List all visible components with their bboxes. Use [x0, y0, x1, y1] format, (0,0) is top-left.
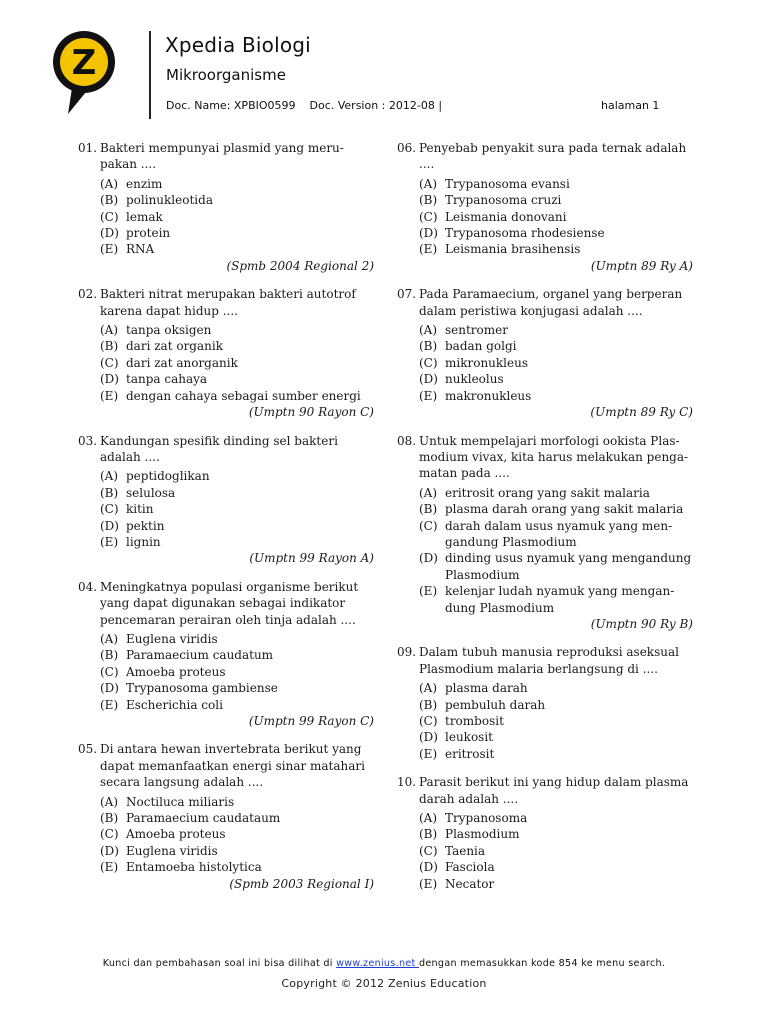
option-letter: (C)	[100, 502, 119, 517]
question-stem	[78, 286, 374, 319]
option-text: Trypanosoma	[445, 811, 528, 826]
answer-option	[419, 371, 693, 387]
option-text: badan golgi	[445, 339, 517, 354]
answer-option	[419, 501, 693, 517]
question-text: Pada Paramaecium, organel yang berperan dalam peristiwa konjugasi adalah ....	[419, 287, 683, 318]
question-source: (Umptn 89 Ry C)	[590, 405, 693, 420]
answer-option	[419, 209, 693, 225]
answer-option	[419, 485, 693, 501]
answer-option	[419, 876, 693, 892]
option-letter: (B)	[419, 697, 438, 712]
answer-option	[419, 550, 693, 583]
option-text: Trypanosoma rhodesiense	[445, 226, 605, 241]
answer-option	[419, 355, 693, 371]
option-letter: (A)	[419, 176, 438, 191]
doc-subtitle: Mikroorganisme	[166, 66, 286, 84]
option-text: RNA	[126, 242, 155, 257]
question-text: Di antara hewan invertebrata berikut yang dapat memanfaatkan energi sinar matahari secara langsung adalah ....	[100, 742, 365, 790]
option-text: lemak	[126, 209, 163, 224]
option-letter: (E)	[100, 534, 119, 549]
answer-option	[100, 388, 374, 404]
zenius-link[interactable]: www.zenius.net	[336, 958, 419, 969]
option-text: mikronukleus	[445, 355, 529, 370]
option-text: Trypanosoma gambiense	[126, 681, 278, 696]
answer-option	[100, 631, 374, 647]
header-divider	[149, 31, 151, 119]
answer-option	[100, 501, 374, 517]
option-letter: (D)	[419, 551, 438, 566]
question-stem	[397, 774, 693, 807]
question-source: (Spmb 2004 Regional 2)	[226, 258, 374, 273]
option-text: Amoeba proteus	[126, 664, 226, 679]
option-text: trombosit	[445, 714, 504, 728]
question-item	[78, 579, 374, 730]
option-text: plasma darah orang yang sakit malaria	[445, 502, 684, 517]
option-text: Entamoeba histolytica	[126, 860, 262, 875]
option-letter: (C)	[100, 209, 119, 224]
question-stem	[397, 286, 693, 319]
option-letter: (D)	[419, 372, 438, 387]
option-text: Paramaecium caudatum	[126, 648, 274, 663]
answer-option	[100, 192, 374, 208]
footer-note	[0, 958, 768, 969]
option-text: Plasmodium	[445, 827, 520, 842]
option-text: Amoeba proteus	[126, 827, 226, 842]
question-number: 08.	[397, 433, 417, 448]
question-source: (Umptn 90 Rayon C)	[248, 405, 374, 420]
option-letter: (C)	[419, 714, 438, 728]
answer-option	[419, 680, 693, 696]
logo-letter: Z	[71, 43, 97, 83]
option-list	[419, 485, 693, 616]
option-text: nukleolus	[445, 372, 504, 387]
question-text: Meningkatnya populasi organisme berikut yang dapat digunakan sebagai indikator pencemaran perairan oleh tinja adalah ....	[100, 579, 359, 627]
option-letter: (E)	[419, 584, 438, 599]
option-text: tanpa cahaya	[126, 372, 208, 387]
question-stem	[78, 140, 374, 173]
answer-option	[419, 518, 693, 551]
option-text: Taenia	[445, 843, 486, 858]
answer-option	[100, 810, 374, 826]
answer-option	[419, 225, 693, 241]
answer-option	[419, 713, 693, 729]
option-list	[100, 176, 374, 258]
option-list	[100, 468, 374, 550]
option-letter: (A)	[100, 176, 119, 191]
option-list	[419, 810, 693, 892]
question-number: 09.	[397, 645, 417, 660]
question-text: Untuk mempelajari morfologi ookista Plas-modium vivax, kita harus melakukan penga-matan pada ....	[419, 433, 689, 481]
answer-option	[100, 322, 374, 338]
answer-option	[419, 388, 693, 404]
question-item	[78, 286, 374, 420]
copyright: Copyright © 2012 Zenius Education	[281, 977, 487, 990]
option-text: dari zat organik	[126, 339, 223, 354]
option-text: pembuluh darah	[445, 697, 546, 712]
option-letter: (D)	[100, 226, 119, 241]
option-text: darah dalam usus nyamuk yang men-gandung Plasmodium	[445, 518, 673, 549]
answer-option	[419, 729, 693, 745]
footer-text-after: dengan memasukkan kode 854 ke menu search.	[418, 958, 666, 969]
answer-option	[100, 843, 374, 859]
option-letter: (B)	[419, 827, 438, 842]
option-text: enzim	[126, 176, 163, 191]
question-number: 07.	[397, 287, 417, 302]
question-item	[397, 774, 693, 892]
option-letter: (A)	[419, 681, 438, 696]
option-letter: (D)	[419, 860, 438, 875]
answer-option	[100, 468, 374, 484]
answer-option	[419, 176, 693, 192]
option-text: lignin	[126, 534, 161, 549]
option-list	[419, 322, 693, 404]
option-letter: (A)	[100, 323, 119, 338]
question-number: 06.	[397, 141, 417, 155]
answer-option	[419, 859, 693, 875]
option-letter: (D)	[419, 226, 438, 241]
question-text: Bakteri nitrat merupakan bakteri autotrof karena dapat hidup ....	[100, 287, 356, 318]
question-stem	[397, 433, 693, 482]
doc-title: Xpedia Biologi	[165, 33, 311, 57]
option-letter: (E)	[100, 242, 119, 257]
option-text: Necator	[445, 876, 495, 891]
doc-meta: Doc. Name: XPBIO0599 Doc. Version : 2012-08 |	[166, 99, 443, 112]
option-text: leukosit	[445, 730, 493, 745]
option-letter: (D)	[100, 518, 119, 533]
option-text: pektin	[126, 518, 165, 533]
answer-option	[100, 176, 374, 192]
footer-text-before: Kunci dan pembahasan soal ini bisa dilihat di	[102, 958, 337, 969]
option-text: Leismania brasihensis	[445, 242, 581, 257]
option-letter: (C)	[100, 664, 119, 679]
option-text: Paramaecium caudataum	[126, 811, 281, 826]
option-text: Escherichia coli	[126, 697, 223, 712]
question-number: 01.	[78, 141, 98, 155]
option-letter: (D)	[100, 372, 119, 387]
question-source: (Umptn 89 Ry A)	[590, 258, 693, 273]
answer-option	[100, 680, 374, 696]
answer-option	[419, 338, 693, 354]
answer-option	[100, 518, 374, 534]
answer-option	[100, 338, 374, 354]
option-text: selulosa	[126, 485, 176, 500]
question-stem	[397, 140, 693, 173]
option-text: eritrosit	[445, 746, 495, 761]
answer-option	[419, 843, 693, 859]
option-letter: (E)	[419, 746, 438, 761]
option-letter: (E)	[419, 388, 438, 403]
option-letter: (E)	[100, 860, 119, 875]
option-text: peptidoglikan	[126, 469, 210, 484]
question-item	[78, 140, 374, 274]
zenius-logo	[52, 30, 116, 116]
option-text: Euglena viridis	[126, 631, 218, 646]
question-stem	[78, 433, 374, 466]
option-text: eritrosit orang yang sakit malaria	[445, 485, 650, 500]
option-letter: (B)	[100, 648, 119, 663]
option-letter: (C)	[100, 355, 119, 370]
option-text: makronukleus	[445, 388, 532, 403]
answer-option	[100, 225, 374, 241]
option-letter: (B)	[419, 502, 438, 517]
answer-option	[100, 826, 374, 842]
option-text: Euglena viridis	[126, 843, 218, 858]
question-text: Parasit berikut ini yang hidup dalam plasma darah adalah ....	[419, 775, 689, 806]
option-text: Noctiluca miliaris	[126, 794, 235, 809]
option-letter: (B)	[100, 339, 119, 354]
option-text: polinukleotida	[126, 193, 213, 208]
question-source: (Umptn 99 Rayon A)	[249, 551, 374, 566]
question-item	[397, 644, 693, 762]
option-text: dari zat anorganik	[126, 355, 238, 370]
option-letter: (B)	[100, 811, 119, 826]
option-text: protein	[126, 226, 171, 241]
question-number: 02.	[78, 287, 98, 302]
option-text: sentromer	[445, 323, 508, 338]
option-text: plasma darah	[445, 681, 528, 696]
option-list	[100, 322, 374, 404]
option-letter: (D)	[100, 681, 119, 696]
question-item	[78, 741, 374, 892]
question-item	[397, 140, 693, 274]
option-letter: (C)	[419, 843, 438, 858]
question-number: 03.	[78, 433, 98, 448]
option-letter: (A)	[100, 469, 119, 484]
option-text: tanpa oksigen	[126, 323, 212, 338]
question-number: 05.	[78, 742, 98, 757]
option-letter: (B)	[100, 193, 119, 208]
question-stem	[397, 644, 693, 677]
option-letter: (E)	[419, 876, 438, 891]
answer-option	[419, 322, 693, 338]
answer-option	[100, 647, 374, 663]
option-letter: (A)	[100, 631, 119, 646]
question-number: 10.	[397, 775, 417, 790]
answer-option	[100, 371, 374, 387]
page-number: halaman 1	[601, 99, 660, 112]
question-number: 04.	[78, 579, 98, 594]
answer-option	[100, 859, 374, 875]
option-list	[419, 176, 693, 258]
questions-left-column	[78, 140, 374, 904]
option-letter: (E)	[100, 697, 119, 712]
option-letter: (C)	[419, 518, 438, 533]
answer-option	[100, 697, 374, 713]
answer-option	[100, 664, 374, 680]
question-source: (Spmb 2003 Regional I)	[229, 876, 374, 891]
answer-option	[100, 241, 374, 257]
option-text: Trypanosoma evansi	[445, 176, 570, 191]
question-stem	[78, 579, 374, 628]
option-list	[100, 631, 374, 713]
option-text: kelenjar ludah nyamuk yang mengan-dung Plasmodium	[445, 584, 675, 615]
question-item	[78, 433, 374, 567]
option-letter: (E)	[419, 242, 438, 257]
question-text: Penyebab penyakit sura pada ternak adalah ....	[419, 141, 687, 172]
answer-option	[419, 697, 693, 713]
answer-option	[100, 794, 374, 810]
option-letter: (B)	[100, 485, 119, 500]
question-item	[397, 286, 693, 420]
answer-option	[419, 192, 693, 208]
question-source: (Umptn 99 Rayon C)	[248, 714, 374, 728]
option-list	[100, 794, 374, 876]
answer-option	[419, 241, 693, 257]
answer-option	[419, 746, 693, 762]
question-item	[397, 433, 693, 633]
answer-option	[419, 810, 693, 826]
questions-right-column	[397, 140, 693, 904]
option-text: dengan cahaya sebagai sumber energi	[126, 388, 361, 403]
option-list	[419, 680, 693, 762]
option-letter: (C)	[419, 209, 438, 224]
option-text: kitin	[126, 502, 154, 517]
question-text: Kandungan spesifik dinding sel bakteri adalah ....	[100, 433, 338, 464]
answer-option	[100, 209, 374, 225]
question-stem	[78, 741, 374, 790]
answer-option	[419, 583, 693, 616]
option-text: Fasciola	[445, 860, 495, 875]
option-text: Leismania donovani	[445, 209, 567, 224]
option-text: dinding usus nyamuk yang mengandung Plasmodium	[445, 551, 692, 582]
option-letter: (A)	[100, 794, 119, 809]
question-text: Bakteri mempunyai plasmid yang meru-pakan ....	[100, 141, 344, 172]
question-source: (Umptn 90 Ry B)	[590, 616, 693, 631]
answer-option	[419, 826, 693, 842]
option-letter: (C)	[419, 355, 438, 370]
option-letter: (A)	[419, 811, 438, 826]
answer-option	[100, 355, 374, 371]
option-letter: (C)	[100, 827, 119, 842]
question-text: Dalam tubuh manusia reproduksi aseksual Plasmodium malaria berlangsung di ....	[419, 645, 679, 676]
option-letter: (A)	[419, 485, 438, 500]
option-text: Trypanosoma cruzi	[445, 193, 562, 208]
option-letter: (D)	[100, 843, 119, 858]
option-letter: (A)	[419, 323, 438, 338]
option-letter: (B)	[419, 193, 438, 208]
option-letter: (E)	[100, 388, 119, 403]
option-letter: (B)	[419, 339, 438, 354]
answer-option	[100, 534, 374, 550]
answer-option	[100, 485, 374, 501]
option-letter: (D)	[419, 730, 438, 745]
